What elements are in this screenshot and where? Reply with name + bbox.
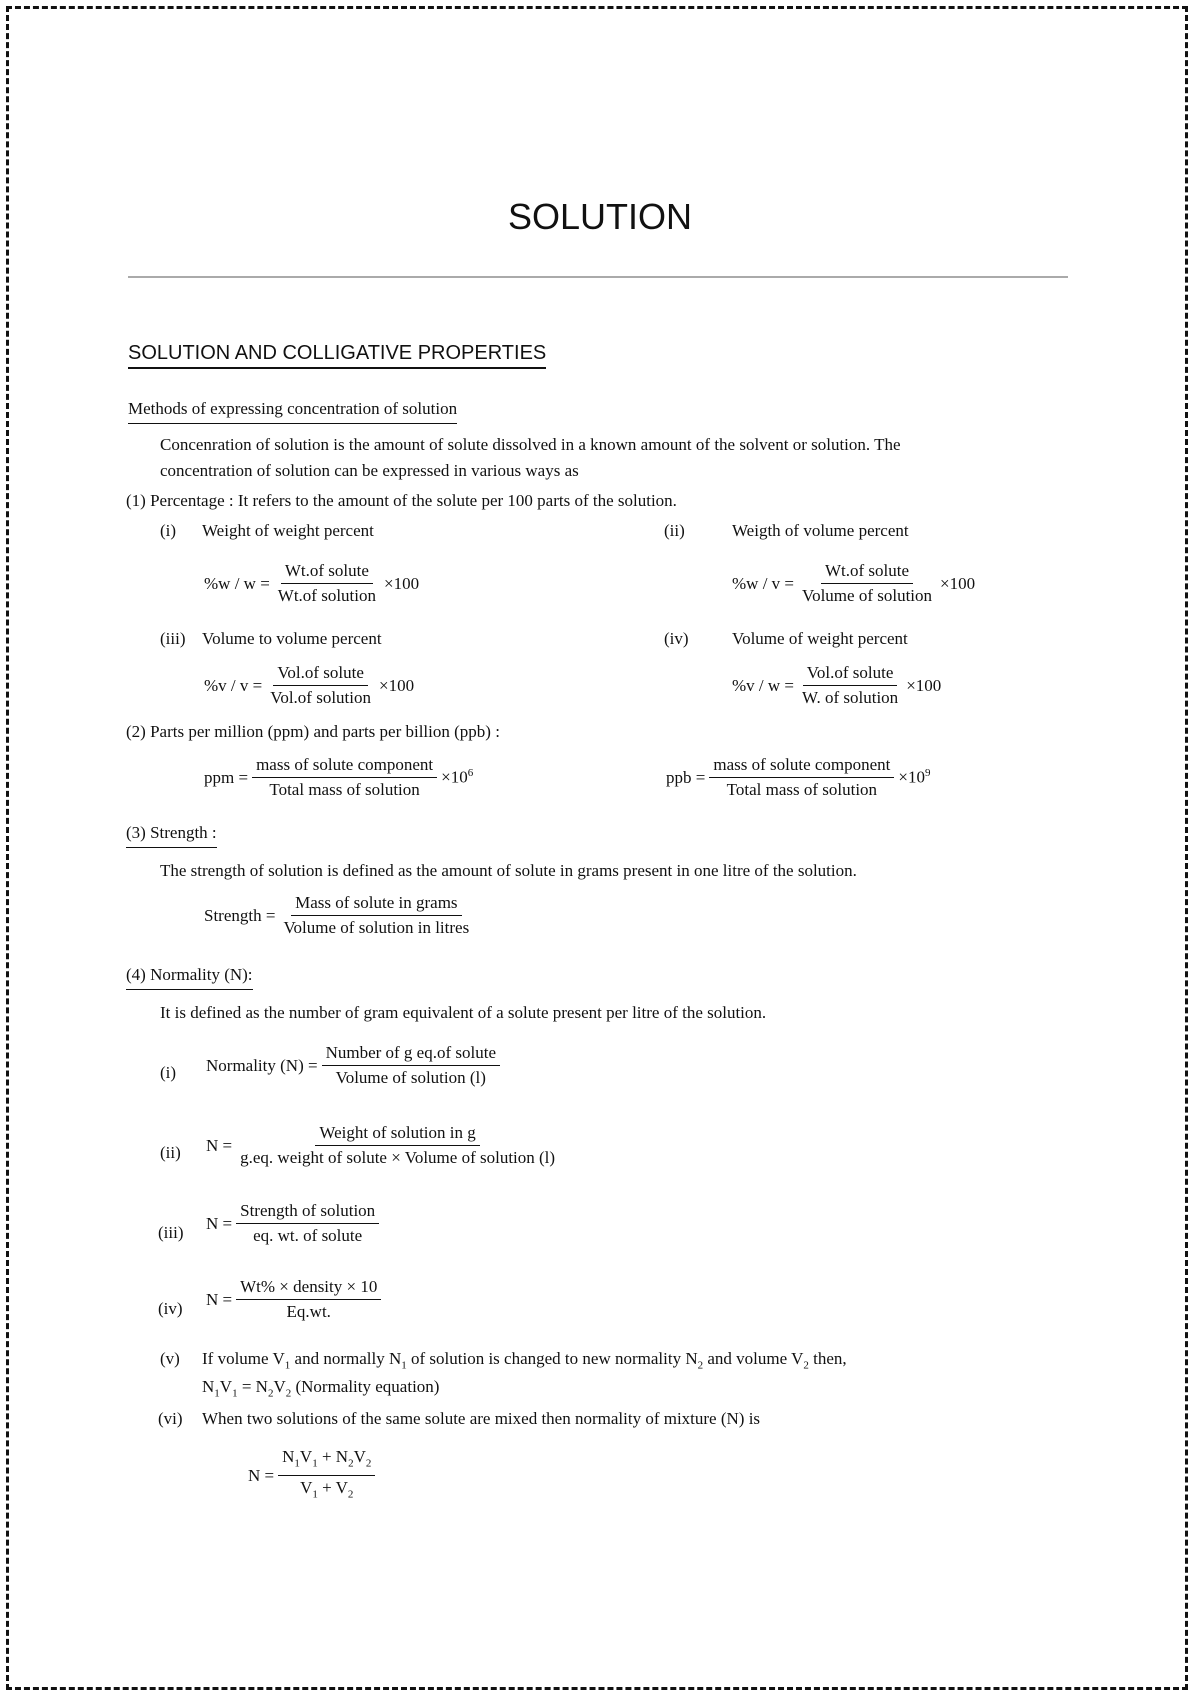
item-number: (ii) xyxy=(664,521,685,540)
formula-lhs: N = xyxy=(206,1135,233,1155)
numerator: mass of solute component xyxy=(252,754,437,778)
formula-w-v xyxy=(732,560,975,607)
multiplier: ×100 xyxy=(384,573,420,593)
formula-lhs: %v / v = xyxy=(204,675,263,695)
denominator: Volume of solution xyxy=(802,586,933,605)
item-number: (ii) xyxy=(160,1143,181,1162)
exponent: 9 xyxy=(925,767,931,780)
numerator: Wt.of solute xyxy=(821,560,913,584)
item-number: (iv) xyxy=(158,1299,183,1318)
multiplier-base: ×10 xyxy=(441,767,468,787)
formula-normality-i xyxy=(206,1042,500,1089)
denominator: Vol.of solution xyxy=(270,688,371,707)
normality-heading: (4) Normality (N): xyxy=(126,962,253,990)
denominator: Total mass of solution xyxy=(726,780,878,799)
formula-v-w xyxy=(732,662,941,709)
formula-ppm xyxy=(204,754,473,801)
section-heading: SOLUTION AND COLLIGATIVE PROPERTIES xyxy=(128,342,546,369)
formula-normality-iii xyxy=(206,1200,379,1247)
multiplier xyxy=(441,767,473,788)
fraction xyxy=(322,1042,500,1089)
multiplier-base: ×10 xyxy=(898,767,925,787)
multiplier: ×100 xyxy=(940,573,976,593)
normality-text: It is defined as the number of gram equivalent of a solute present per litre of the solution. xyxy=(160,1003,767,1022)
formula-lhs: N = xyxy=(206,1289,233,1309)
item-number: (iii) xyxy=(158,1223,184,1242)
numerator: $N_1V_1 + N_2V_2$ xyxy=(278,1446,375,1476)
numerator: Wt% × density × 10 xyxy=(236,1276,381,1300)
item-label: Weight of weight percent xyxy=(202,521,374,540)
denominator: $V_1 + V_2$ xyxy=(300,1478,354,1501)
formula-lhs: %w / v = xyxy=(732,573,794,593)
item-label: Volume to volume percent xyxy=(202,629,382,648)
item-number: (vi) xyxy=(158,1409,183,1428)
numerator: Strength of solution xyxy=(236,1200,379,1224)
multiplier xyxy=(898,767,930,788)
normality-equation: $N_1V_1 = N_2V_2$ (Normality equation) xyxy=(202,1377,440,1400)
denominator: eq. wt. of solute xyxy=(253,1226,363,1245)
item-number: (iii) xyxy=(160,629,186,648)
multiplier: ×100 xyxy=(906,675,942,695)
numerator: Mass of solute in grams xyxy=(291,892,461,916)
formula-v-v xyxy=(204,662,414,709)
intro-line-2: concentration of solution can be expressed in various ways as xyxy=(160,461,579,480)
fraction xyxy=(279,892,473,939)
fraction xyxy=(236,1122,559,1169)
page-border xyxy=(6,6,1188,1690)
denominator: Wt.of solution xyxy=(277,586,376,605)
fraction xyxy=(278,1446,375,1506)
numerator: Vol.of solute xyxy=(273,662,368,686)
formula-lhs: ppm = xyxy=(204,767,249,787)
denominator: Total mass of solution xyxy=(269,780,420,799)
normality-v-text: If volume $V_1$ and normally $N_1$ of solution is changed to new normality $N_2$ and volume $V_2$ then, xyxy=(202,1349,847,1372)
formula-ppb xyxy=(666,754,931,801)
formula-normality-iv xyxy=(206,1276,381,1323)
formula-lhs: %v / w = xyxy=(732,675,794,695)
exponent: 6 xyxy=(467,767,474,780)
fraction xyxy=(274,560,380,607)
item-label: Volume of weight percent xyxy=(732,629,908,648)
formula-normality-ii xyxy=(206,1122,559,1169)
item-number: (i) xyxy=(160,521,177,540)
formula-mixture xyxy=(248,1446,375,1506)
denominator: Eq.wt. xyxy=(286,1302,331,1321)
item-label: Weigth of volume percent xyxy=(732,521,909,540)
formula-lhs: N = xyxy=(206,1213,233,1233)
strength-text: The strength of solution is defined as the amount of solute in grams present in one litre of the solution. xyxy=(160,861,857,880)
formula-lhs: Normality (N) = xyxy=(206,1055,318,1075)
denominator: W. of solution xyxy=(802,688,899,707)
numerator: Number of g eq.of solute xyxy=(322,1042,500,1066)
numerator: Wt.of solute xyxy=(281,560,373,584)
ppm-heading: (2) Parts per million (ppm) and parts per billion (ppb) : xyxy=(126,722,500,741)
numerator: mass of solute component xyxy=(709,754,894,778)
fraction xyxy=(709,754,894,801)
fraction xyxy=(252,754,437,801)
fraction xyxy=(266,662,375,709)
normality-vi-text: When two solutions of the same solute are mixed then normality of mixture (N) is xyxy=(202,1409,761,1428)
formula-lhs: %w / w = xyxy=(204,573,270,593)
item-number: (v) xyxy=(160,1349,180,1368)
fraction xyxy=(798,662,902,709)
multiplier: ×100 xyxy=(379,675,415,695)
denominator: Volume of solution in litres xyxy=(283,918,470,937)
denominator: Volume of solution (l) xyxy=(335,1068,486,1087)
strength-heading: (3) Strength : xyxy=(126,820,217,848)
numerator: Weight of solution in g xyxy=(315,1122,479,1146)
title-rule xyxy=(128,276,1068,278)
fraction xyxy=(798,560,936,607)
page-title: SOLUTION xyxy=(507,196,693,237)
fraction xyxy=(236,1276,381,1323)
item-number: (i) xyxy=(160,1063,177,1082)
formula-w-w xyxy=(204,560,419,607)
formula-lhs: ppb = xyxy=(666,767,706,787)
intro-line-1: Concenration of solution is the amount of solute dissolved in a known amount of the solvent or solution. The xyxy=(160,435,901,454)
numerator: Vol.of solute xyxy=(803,662,898,686)
denominator: g.eq. weight of solute × Volume of solution (l) xyxy=(240,1148,556,1167)
fraction xyxy=(236,1200,379,1247)
item-number: (iv) xyxy=(664,629,689,648)
formula-strength xyxy=(204,892,473,939)
methods-heading: Methods of expressing concentration of solution xyxy=(128,396,457,424)
formula-lhs: N = xyxy=(248,1465,275,1485)
formula-lhs: Strength = xyxy=(204,905,276,925)
percentage-heading: (1) Percentage : It refers to the amount of the solute per 100 parts of the solution. xyxy=(126,491,677,510)
